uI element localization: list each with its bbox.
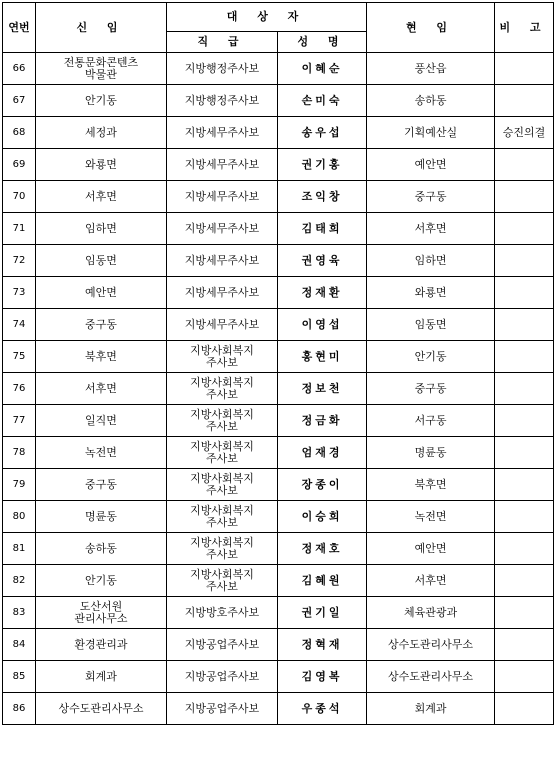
table-row xyxy=(3,693,554,725)
cell-remark xyxy=(495,149,554,181)
cell-remark: 승진의결 xyxy=(495,117,554,149)
cell-remark xyxy=(495,597,554,629)
cell-grade: 지방세무주사보 xyxy=(167,213,278,245)
cell-name: 송우섭 xyxy=(278,117,367,149)
cell-no: 71 xyxy=(3,213,36,245)
table-row xyxy=(3,533,554,565)
table-row xyxy=(3,117,554,149)
cell-remark xyxy=(495,661,554,693)
cell-name: 김영복 xyxy=(278,661,367,693)
table-row xyxy=(3,373,554,405)
table-row xyxy=(3,469,554,501)
cell-no: 76 xyxy=(3,373,36,405)
cell-remark xyxy=(495,469,554,501)
cell-no: 79 xyxy=(3,469,36,501)
cell-grade: 지방사회복지 주사보 xyxy=(167,565,278,597)
cell-no: 78 xyxy=(3,437,36,469)
cell-grade: 지방행정주사보 xyxy=(167,53,278,85)
table-row xyxy=(3,661,554,693)
cell-name: 이영섭 xyxy=(278,309,367,341)
cell-grade: 지방세무주사보 xyxy=(167,309,278,341)
cell-name: 권기일 xyxy=(278,597,367,629)
cell-new-post: 서후면 xyxy=(36,373,167,405)
cell-current-post: 녹전면 xyxy=(367,501,495,533)
table-row xyxy=(3,85,554,117)
header-target: 대 상 자 xyxy=(167,3,367,32)
cell-remark xyxy=(495,309,554,341)
cell-grade: 지방사회복지 주사보 xyxy=(167,469,278,501)
cell-grade: 지방행정주사보 xyxy=(167,85,278,117)
header-no: 연번 xyxy=(3,3,36,53)
cell-name: 정보천 xyxy=(278,373,367,405)
cell-no: 81 xyxy=(3,533,36,565)
cell-current-post: 풍산읍 xyxy=(367,53,495,85)
cell-no: 77 xyxy=(3,405,36,437)
cell-new-post: 회계과 xyxy=(36,661,167,693)
table-row xyxy=(3,149,554,181)
cell-current-post: 서구동 xyxy=(367,405,495,437)
cell-new-post: 도산서원 관리사무소 xyxy=(36,597,167,629)
cell-remark xyxy=(495,341,554,373)
header-new-post: 신 임 xyxy=(36,3,167,53)
cell-grade: 지방사회복지 주사보 xyxy=(167,437,278,469)
table-row xyxy=(3,309,554,341)
header-name: 성 명 xyxy=(278,32,367,53)
cell-remark xyxy=(495,501,554,533)
cell-remark xyxy=(495,693,554,725)
cell-new-post: 세정과 xyxy=(36,117,167,149)
cell-name: 손미숙 xyxy=(278,85,367,117)
cell-grade: 지방공업주사보 xyxy=(167,661,278,693)
cell-new-post: 임동면 xyxy=(36,245,167,277)
cell-current-post: 임동면 xyxy=(367,309,495,341)
cell-name: 이승희 xyxy=(278,501,367,533)
cell-current-post: 상수도관리사무소 xyxy=(367,629,495,661)
cell-no: 83 xyxy=(3,597,36,629)
cell-name: 조익창 xyxy=(278,181,367,213)
header-current-post: 현 임 xyxy=(367,3,495,53)
cell-no: 66 xyxy=(3,53,36,85)
cell-new-post: 임하면 xyxy=(36,213,167,245)
cell-remark xyxy=(495,565,554,597)
cell-grade: 지방사회복지 주사보 xyxy=(167,501,278,533)
cell-current-post: 와룡면 xyxy=(367,277,495,309)
cell-current-post: 안기동 xyxy=(367,341,495,373)
table-row xyxy=(3,245,554,277)
cell-remark xyxy=(495,437,554,469)
table-row xyxy=(3,341,554,373)
cell-name: 김혜원 xyxy=(278,565,367,597)
table-row xyxy=(3,565,554,597)
cell-no: 74 xyxy=(3,309,36,341)
cell-grade: 지방공업주사보 xyxy=(167,693,278,725)
table-row xyxy=(3,405,554,437)
header-remark: 비 고 xyxy=(495,3,554,53)
cell-grade: 지방세무주사보 xyxy=(167,117,278,149)
header-grade: 직 급 xyxy=(167,32,278,53)
cell-name: 우종석 xyxy=(278,693,367,725)
cell-new-post: 와룡면 xyxy=(36,149,167,181)
cell-grade: 지방세무주사보 xyxy=(167,277,278,309)
cell-current-post: 중구동 xyxy=(367,373,495,405)
table-row xyxy=(3,213,554,245)
cell-current-post: 서후면 xyxy=(367,213,495,245)
cell-current-post: 북후면 xyxy=(367,469,495,501)
cell-name: 이혜순 xyxy=(278,53,367,85)
cell-grade: 지방방호주사보 xyxy=(167,597,278,629)
header-row xyxy=(3,3,554,32)
cell-name: 엄재경 xyxy=(278,437,367,469)
table-row xyxy=(3,597,554,629)
cell-new-post: 북후면 xyxy=(36,341,167,373)
cell-no: 75 xyxy=(3,341,36,373)
cell-current-post: 중구동 xyxy=(367,181,495,213)
cell-new-post: 전통문화콘텐츠 박물관 xyxy=(36,53,167,85)
cell-no: 82 xyxy=(3,565,36,597)
cell-grade: 지방세무주사보 xyxy=(167,245,278,277)
cell-current-post: 예안면 xyxy=(367,533,495,565)
cell-name: 정혁재 xyxy=(278,629,367,661)
cell-no: 67 xyxy=(3,85,36,117)
cell-remark xyxy=(495,277,554,309)
cell-current-post: 명륜동 xyxy=(367,437,495,469)
cell-new-post: 환경관리과 xyxy=(36,629,167,661)
cell-remark xyxy=(495,373,554,405)
cell-no: 69 xyxy=(3,149,36,181)
cell-new-post: 안기동 xyxy=(36,85,167,117)
table-row xyxy=(3,629,554,661)
cell-remark xyxy=(495,405,554,437)
cell-new-post: 일직면 xyxy=(36,405,167,437)
cell-grade: 지방사회복지 주사보 xyxy=(167,341,278,373)
cell-grade: 지방세무주사보 xyxy=(167,181,278,213)
cell-remark xyxy=(495,533,554,565)
cell-name: 홍현미 xyxy=(278,341,367,373)
cell-remark xyxy=(495,629,554,661)
cell-grade: 지방사회복지 주사보 xyxy=(167,533,278,565)
cell-new-post: 예안면 xyxy=(36,277,167,309)
cell-new-post: 명륜동 xyxy=(36,501,167,533)
cell-name: 정금화 xyxy=(278,405,367,437)
cell-current-post: 임하면 xyxy=(367,245,495,277)
cell-no: 70 xyxy=(3,181,36,213)
cell-current-post: 서후면 xyxy=(367,565,495,597)
cell-grade: 지방세무주사보 xyxy=(167,149,278,181)
cell-name: 정재환 xyxy=(278,277,367,309)
cell-no: 72 xyxy=(3,245,36,277)
personnel-table xyxy=(2,2,554,725)
table-row xyxy=(3,181,554,213)
cell-new-post: 안기동 xyxy=(36,565,167,597)
cell-remark xyxy=(495,245,554,277)
cell-name: 권영육 xyxy=(278,245,367,277)
table-row xyxy=(3,53,554,85)
cell-current-post: 송하동 xyxy=(367,85,495,117)
cell-current-post: 예안면 xyxy=(367,149,495,181)
cell-new-post: 송하동 xyxy=(36,533,167,565)
cell-current-post: 기획예산실 xyxy=(367,117,495,149)
cell-no: 86 xyxy=(3,693,36,725)
table-row xyxy=(3,437,554,469)
cell-no: 80 xyxy=(3,501,36,533)
cell-no: 73 xyxy=(3,277,36,309)
cell-current-post: 회계과 xyxy=(367,693,495,725)
cell-new-post: 녹전면 xyxy=(36,437,167,469)
cell-remark xyxy=(495,213,554,245)
cell-remark xyxy=(495,53,554,85)
cell-new-post: 중구동 xyxy=(36,469,167,501)
cell-no: 68 xyxy=(3,117,36,149)
cell-name: 정재호 xyxy=(278,533,367,565)
cell-new-post: 상수도관리사무소 xyxy=(36,693,167,725)
cell-grade: 지방공업주사보 xyxy=(167,629,278,661)
cell-name: 김태희 xyxy=(278,213,367,245)
cell-new-post: 중구동 xyxy=(36,309,167,341)
cell-remark xyxy=(495,85,554,117)
cell-name: 권기홍 xyxy=(278,149,367,181)
cell-new-post: 서후면 xyxy=(36,181,167,213)
cell-no: 84 xyxy=(3,629,36,661)
cell-remark xyxy=(495,181,554,213)
cell-name: 장종이 xyxy=(278,469,367,501)
cell-no: 85 xyxy=(3,661,36,693)
cell-current-post: 체육관광과 xyxy=(367,597,495,629)
table-row xyxy=(3,501,554,533)
cell-current-post: 상수도관리사무소 xyxy=(367,661,495,693)
cell-grade: 지방사회복지 주사보 xyxy=(167,373,278,405)
table-row xyxy=(3,277,554,309)
cell-grade: 지방사회복지 주사보 xyxy=(167,405,278,437)
